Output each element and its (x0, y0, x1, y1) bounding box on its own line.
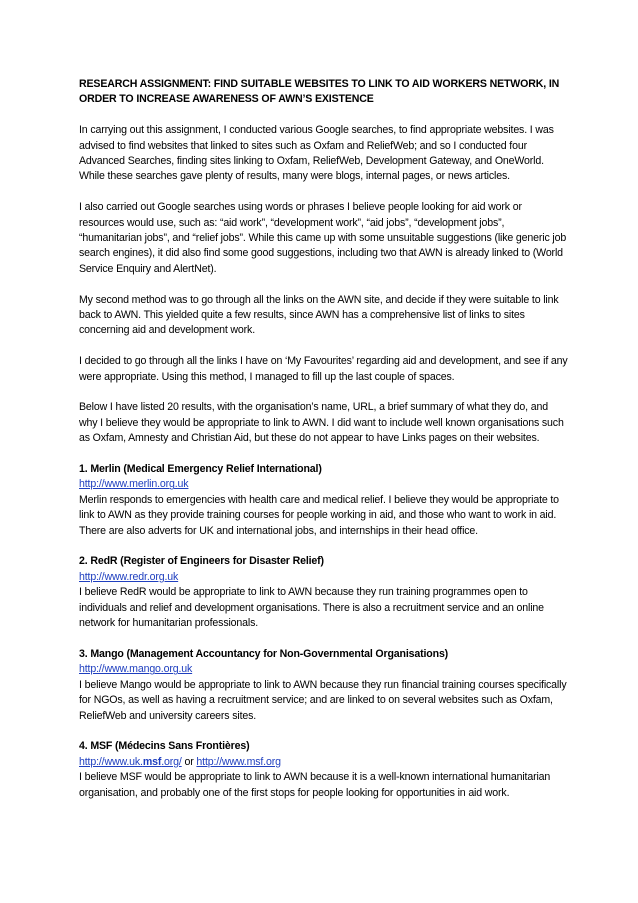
merlin-link[interactable]: http://www.merlin.org.uk (79, 478, 189, 491)
title-line-2: ORDER TO INCREASE AWARENESS OF AWN’S EXISTENCE (79, 93, 374, 106)
entry-description: I believe Mango would be appropriate to link to AWN because they run financial training courses specifically for NGOs, as well as having a recruitment service; and are linked to on several websites such as Oxfam, ReliefWeb and university careers sites. (79, 678, 567, 722)
entry-description: I believe MSF would be appropriate to link to AWN because it is a well-known international humanitarian organisation, and probably one of the first stops for people looking for opportunities in aid work. (79, 771, 551, 799)
paragraph-favourites: I decided to go through all the links I have on ‘My Favourites’ regarding aid and development, and see if any were appropriate. Using this method, I managed to fill up the last couple of spaces. (79, 355, 568, 383)
paragraph-searches: I also carried out Google searches using words or phrases I believe people looking for aid work or resources would use, such as: “aid work”, “development work”, “aid jobs”, “development jobs”, “humanitarian jobs”, and “relief jobs”. While this came up with some unsuitable suggestions (like generic job search engines), it did also find some good suggestions, including two that AWN is already linked to (World Service Enquiry and AlertNet). (79, 201, 567, 275)
entry-redr (79, 554, 569, 631)
entry-description: Merlin responds to emergencies with health care and medical relief. I believe they would be appropriate to link to AWN as they provide training courses for people working in aid, and those who want to work in aid. There are also adverts for UK and international jobs, and internships in their head office. (79, 493, 559, 537)
document-title (79, 77, 569, 108)
mango-link[interactable]: http://www.mango.org.uk (79, 663, 193, 676)
entry-heading: 2. RedR (Register of Engineers for Disaster Relief) (79, 555, 324, 568)
title-line-1: RESEARCH ASSIGNMENT: FIND SUITABLE WEBSITES TO LINK TO AID WORKERS NETWORK, IN (79, 78, 560, 90)
entry-description: I believe RedR would be appropriate to link to AWN because they run training programmes open to individuals and relief and development organisations. There is also a recruitment service and an online network for humanitarian professionals. (79, 586, 544, 630)
paragraph-intro: In carrying out this assignment, I conducted various Google searches, to find appropriate websites. I was advised to find websites that linked to sites such as Oxfam and ReliefWeb; and so I conducted four Advanced Searches, finding sites linking to Oxfam, ReliefWeb, Development Gateway, and OneWorld. While these searches gave plenty of results, many were blogs, internal pages, or news articles. (79, 124, 554, 183)
entry-heading: 3. Mango (Management Accountancy for Non-Governmental Organisations) (79, 647, 449, 660)
redr-link[interactable]: http://www.redr.org.uk (79, 570, 179, 583)
msf-org-link[interactable]: http://www.msf.org (196, 755, 281, 768)
entry-url-line (79, 755, 569, 770)
msf-uk-link[interactable] (79, 756, 182, 768)
document-page (79, 77, 569, 816)
entry-heading: 4. MSF (Médecins Sans Frontières) (79, 740, 250, 753)
entry-url-line (79, 570, 569, 585)
url-joiner: or (181, 755, 197, 768)
entry-url-line (79, 662, 569, 677)
paragraph-second-method: My second method was to go through all the links on the AWN site, and decide if they were suitable to link back to AWN. This yielded quite a few results, since AWN has a comprehensive list of links to sites concerning aid and development work. (79, 293, 559, 337)
entry-heading: 1. Merlin (Medical Emergency Relief International) (79, 463, 322, 476)
msf-uk-link-bold: msf (142, 755, 162, 768)
entry-mango (79, 647, 569, 724)
msf-uk-link-suffix: .org/ (161, 755, 182, 768)
paragraph-results-summary: Below I have listed 20 results, with the organisation’s name, URL, a brief summary of what they do, and why I believe they would be appropriate to link to AWN. I did want to include well known organisations such as Oxfam, Amnesty and Christian Aid, but these do not appear to have Links pages on their websites. (79, 401, 564, 445)
entry-url-line (79, 477, 569, 492)
msf-uk-link-prefix: http://www.uk. (79, 755, 143, 768)
entry-msf (79, 739, 569, 801)
entry-merlin (79, 462, 569, 539)
